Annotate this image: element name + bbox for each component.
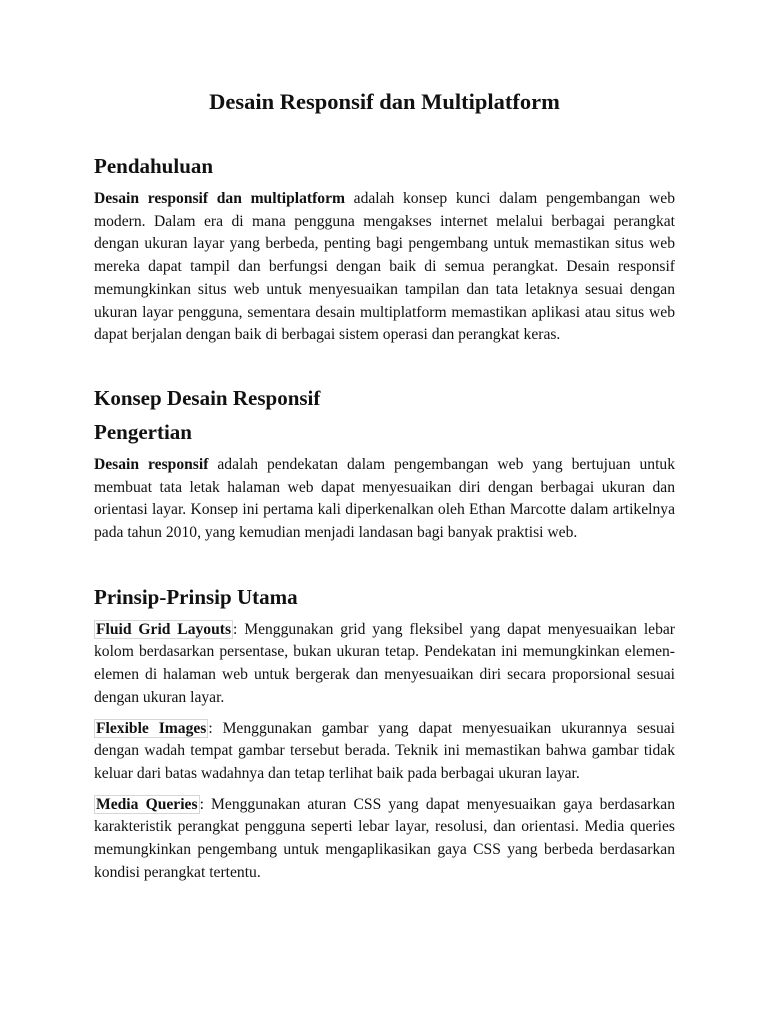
- principle-term: Fluid Grid Layouts: [96, 620, 232, 638]
- principle-term: Flexible Images: [96, 719, 207, 737]
- principle-item: [94, 619, 675, 710]
- principle-term: Media Queries: [96, 795, 198, 813]
- principle-text: : Menggunakan aturan CSS yang dapat menyesuaikan gaya berdasarkan karakteristik perangkat pengguna seperti lebar layar, resolusi, dan orientasi. Media queries memungkinkan pengembang untuk mengaplikasikan gaya CSS yang berbeda berdasarkan kondisi perangkat tertentu.: [94, 795, 675, 881]
- principle-item: [94, 718, 675, 786]
- bold-lead-pendahuluan: Desain responsif dan multiplatform: [94, 190, 345, 207]
- document-page: [94, 86, 675, 884]
- principle-item: [94, 794, 675, 885]
- paragraph-pengertian-text: adalah pendekatan dalam pengembangan web yang bertujuan untuk membuat tata letak halaman web dapat menyesuaikan diri dengan berbagai ukuran dan orientasi layar. Konsep ini pertama kali diperkenalkan oleh Ethan Marcotte dalam artikelnya pada tahun 2010, yang kemudian menjadi landasan bagi banyak praktisi web.: [94, 455, 675, 542]
- section-heading-prinsip: Prinsip-Prinsip Utama: [94, 584, 298, 609]
- paragraph-pendahuluan: [94, 188, 675, 347]
- subsection-heading-pengertian: Pengertian: [94, 419, 192, 444]
- principle-text: : Menggunakan grid yang fleksibel yang dapat menyesuaikan lebar kolom berdasarkan persentase, bukan ukuran tetap. Pendekatan ini memungkinkan elemen-elemen di halaman web untuk bergerak dan menyesuaikan diri secara proporsional sesuai dengan ukuran layar.: [94, 620, 675, 706]
- principle-text: : Menggunakan gambar yang dapat menyesuaikan ukurannya sesuai dengan wadah tempat gambar tersebut berada. Teknik ini memastikan bahwa gambar tidak keluar dari batas wadahnya dan tetap terlihat baik pada berbagai ukuran layar.: [94, 719, 676, 782]
- paragraph-pendahuluan-text: adalah konsep kunci dalam pengembangan web modern. Dalam era di mana pengguna mengakses internet melalui berbagai perangkat dengan ukuran layar yang berbeda, penting bagi pengembang untuk memastikan situs web mereka dapat tampil dan berfungsi dengan baik di semua perangkat. Desain responsif memungkinkan situs web untuk menyesuaikan tampilan dan tata letaknya sesuai dengan ukuran layar pengguna, sementara desain multiplatform memastikan aplikasi atau situs web dapat berjalan dengan baik di berbagai sistem operasi dan perangkat keras.: [94, 190, 675, 344]
- section-heading-pendahuluan: Pendahuluan: [94, 154, 214, 178]
- bold-lead-pengertian: Desain responsif: [94, 455, 209, 473]
- paragraph-pengertian: [94, 454, 675, 545]
- document-title: Desain Responsif dan Multiplatform: [209, 89, 560, 114]
- section-heading-konsep: Konsep Desain Responsif: [94, 385, 321, 410]
